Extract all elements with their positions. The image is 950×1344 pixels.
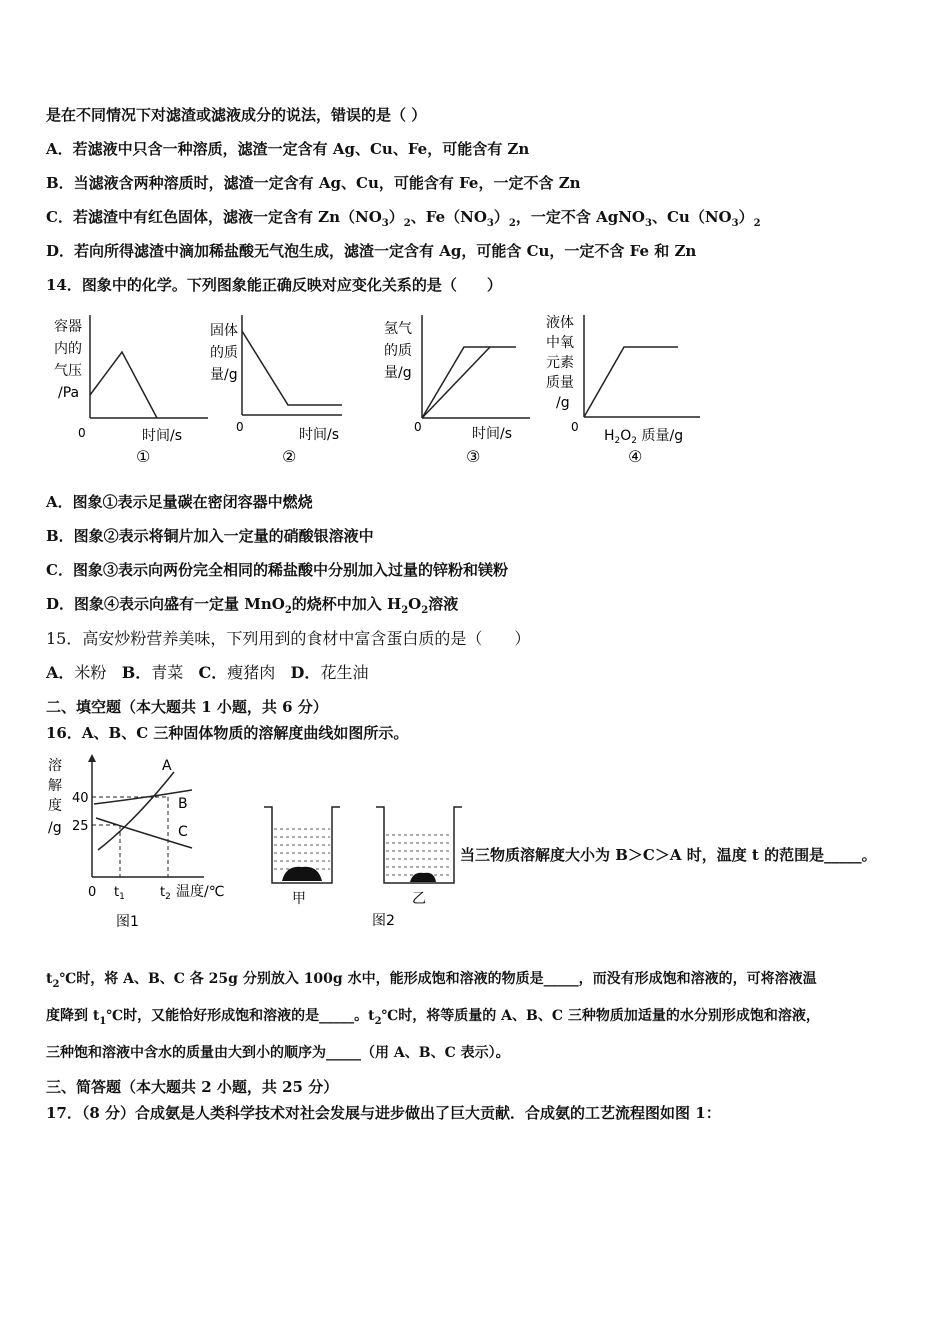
graph-4-ylabel-4: /g: [556, 395, 570, 411]
graph-3-xlabel: 时间/s: [472, 426, 513, 442]
beaker-figure-2: [258, 795, 463, 935]
beaker-2-liquid: [386, 835, 452, 875]
q15-options: A．米粉 B．青菜 C．瘦猪肉 D．花生油: [46, 663, 369, 682]
graph-3-number: ③: [466, 447, 481, 466]
graph-4-number: ④: [628, 447, 643, 466]
graph-2-ylabel-0: 固体: [210, 323, 238, 339]
fig1-caption: 图1: [116, 914, 139, 930]
beaker-2-solid: [410, 873, 436, 882]
fig1-y40: 40: [72, 791, 89, 806]
q16-stem: 16．A、B、C 三种固体物质的溶解度曲线如图所示。: [46, 724, 409, 742]
graph-2-origin: 0: [236, 420, 244, 434]
q16-para-3: 三种饱和溶液中含水的质量由大到小的顺序为_____（用 A、B、C 表示）。: [46, 1045, 510, 1061]
graph-2-xlabel: 时间/s: [299, 427, 340, 443]
graph-4-origin: 0: [571, 420, 579, 434]
graph-4-curve: [584, 347, 678, 417]
graph-2-curve: [242, 331, 342, 405]
graph-1-xlabel: 时间/s: [142, 428, 183, 444]
section-3-heading: 三、简答题（本大题共 2 小题，共 25 分）: [46, 1078, 339, 1096]
graph-3-ylabel-0: 氢气: [384, 321, 412, 337]
q16-question-1: 当三物质溶解度大小为 B＞C＞A 时，温度 t 的范围是_____。: [460, 846, 877, 864]
q16-para-2: 度降到 $t_1℃$时，又能恰好形成饱和溶液的是_____。$t_2℃$时，将等质量的 A、B、C 三种物质加适量的水分别形成饱和溶液，: [46, 1008, 820, 1027]
q16-para-1: $t_2℃$时，将 A、B、C 各 25g 分别放入 100g 水中，能形成饱和溶液的物质是_____，而没有形成饱和溶液的，可将溶液温: [46, 971, 817, 990]
graph-1-ylabel-0: 容器: [54, 319, 82, 335]
fig1-xlabel: 温度/℃: [176, 884, 225, 900]
fig1-label-c: C: [178, 824, 188, 840]
graph-3-origin: 0: [414, 420, 422, 434]
q14-option-d: D．图象④表示向盛有一定量 MnO$_2$的烧杯中加入 $H_2O_2$溶液: [46, 595, 459, 616]
graph-4-ylabel-2: 元素: [546, 355, 574, 371]
q13-stem: 是在不同情况下对滤渣或滤液成分的说法，错误的是（ ）: [46, 106, 427, 124]
fig1-origin: 0: [88, 885, 97, 900]
graph-4-ylabel-0: 液体: [546, 315, 574, 331]
fig1-y-arrow: [88, 754, 96, 762]
fig1-t1: $t_1$: [114, 885, 125, 902]
graph-1-ylabel-2: 气压: [54, 363, 82, 379]
solubility-figure-1: [44, 752, 244, 937]
graph-3-ylabel-2: 量/g: [384, 365, 412, 381]
graph-1-number: ①: [136, 447, 151, 466]
q14-stem: 14．图象中的化学。下列图象能正确反映对应变化关系的是（ ）: [46, 276, 502, 294]
q17-stem: 17．（8 分）合成氨是人类科学技术对社会发展与进步做出了巨大贡献．合成氨的工艺流程图如图 1：: [46, 1104, 721, 1122]
q14-option-b: B．图象②表示将铜片加入一定量的硝酸银溶液中: [46, 527, 374, 545]
graph-3: [370, 305, 530, 470]
graph-4: [540, 305, 715, 470]
beaker-2-outline: [376, 807, 462, 883]
fig1-ylabel-2: 度: [48, 798, 62, 814]
fig1-ylabel-3: /g: [48, 820, 62, 836]
graph-4-ylabel-1: 中氧: [546, 335, 574, 351]
fig2-caption: 图2: [372, 913, 395, 929]
graph-1-ylabel-1: 内的: [54, 341, 82, 357]
graph-1-origin: 0: [78, 426, 86, 440]
graph-1-ylabel-3: /Pa: [58, 385, 80, 401]
graph-3-curve-fast: [422, 347, 516, 418]
graph-3-curve-slow: [422, 347, 490, 418]
fig1-ylabel-0: 溶: [48, 758, 62, 774]
q13-option-d: D．若向所得滤渣中滴加稀盐酸无气泡生成，滤渣一定含有 Ag，可能含 Cu，一定不含 Fe 和 Zn: [46, 242, 697, 260]
graph-4-xlabel: $H_2O_2$ 质量/g: [604, 428, 684, 446]
section-2-heading: 二、填空题（本大题共 1 小题，共 6 分）: [46, 698, 328, 716]
graph-1-curve: [90, 352, 157, 418]
q14-option-c: C．图象③表示向两份完全相同的稀盐酸中分别加入过量的锌粉和镁粉: [46, 561, 508, 579]
q13-option-b: B．当滤液含两种溶质时，滤渣一定含有 Ag、Cu，可能含有 Fe，一定不含 Zn: [46, 174, 581, 192]
beaker-1-liquid: [274, 829, 330, 869]
graph-2-ylabel-2: 量/g: [210, 367, 238, 383]
fig1-ylabel-1: 解: [48, 778, 62, 794]
beaker-2-label: 乙: [412, 891, 426, 907]
graph-4-ylabel-3: 质量: [546, 375, 574, 391]
beaker-1-label: 甲: [292, 891, 306, 907]
graph-2-number: ②: [282, 447, 297, 466]
fig1-y25: 25: [72, 819, 89, 834]
fig1-label-a: A: [162, 758, 172, 774]
graph-2: [200, 305, 360, 470]
q15-stem: 15．高安炒粉营养美味，下列用到的食材中富含蛋白质的是（ ）: [46, 629, 531, 648]
graph-2-ylabel-1: 的质: [210, 345, 238, 361]
graph-1: [40, 305, 220, 470]
fig1-t2: $t_2$: [160, 885, 171, 902]
fig1-label-b: B: [178, 796, 188, 812]
q13-option-a: A．若滤液中只含一种溶质，滤渣一定含有 Ag、Cu、Fe，可能含有 Zn: [46, 140, 530, 158]
q13-option-c: C．若滤渣中有红色固体，滤液一定含有 $Zn(NO_3)_2$、$Fe(NO_3)_2$，一定不含 AgNO$_3$、$Cu(NO_3)_2$: [46, 208, 761, 229]
q14-option-a: A．图象①表示足量碳在密闭容器中燃烧: [46, 493, 313, 511]
graph-3-ylabel-1: 的质: [384, 343, 412, 359]
